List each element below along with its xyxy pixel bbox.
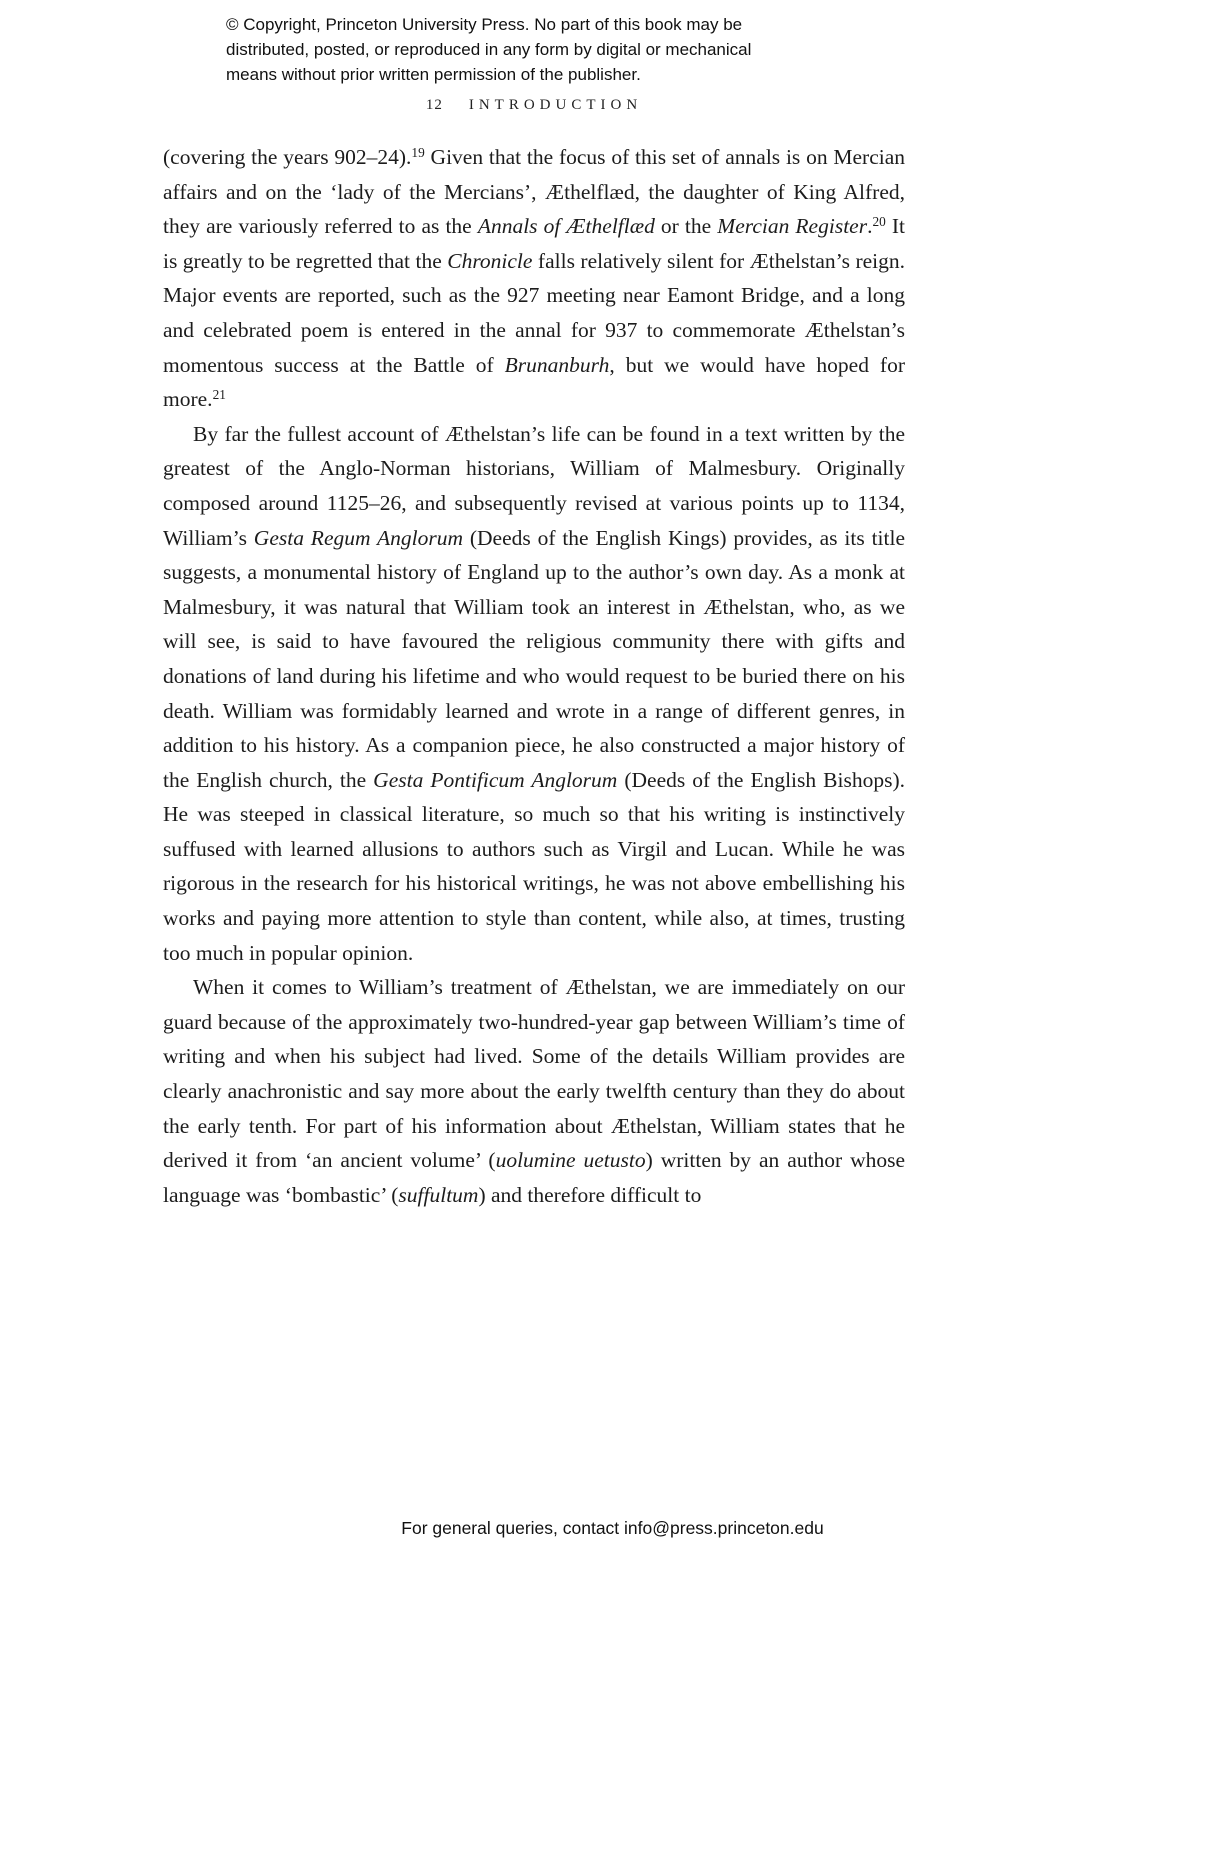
footnote-reference: 21	[212, 386, 226, 402]
copyright-line: distributed, posted, or reproduced in any form by digital or mechanical	[226, 40, 752, 59]
italic-text: Brunanburh	[504, 352, 610, 377]
body-text	[163, 140, 905, 1212]
italic-text: Annals of Æthelflæd	[477, 214, 655, 239]
text-run: ) and therefore difficult to	[478, 1182, 702, 1207]
text-run: (Deeds of the English Kings) provides, as its title suggests, a monumental history of England up to the author’s own day. As a monk at Malmesbury, it was natural that William took an interest in Æthelstan, who, as we will see, is said to have favoured the religious community there with gifts and donations of land during his lifetime and who would request to be buried there on his death. William was formidably learned and wrote in a range of different genres, in addition to his history. As a companion piece, he also constructed a major history of the English church, the	[163, 525, 906, 792]
italic-text: Gesta Regum Anglorum	[253, 525, 463, 550]
italic-text: Gesta Pontificum Anglorum	[373, 767, 618, 792]
page-number: 12	[425, 97, 443, 113]
text-run: (covering the years 902–24).	[163, 145, 412, 169]
running-head	[163, 97, 905, 114]
text-run: By far the fullest account of Æthelstan’s life can be found in a text written by the greatest of the Anglo-Norman historians, William of Malmesbury. Originally composed around 1125–26, and subsequently revised at various points up to 1134, William’s	[163, 421, 905, 550]
paragraph	[163, 140, 905, 417]
copyright-line: means without prior written permission of the publisher.	[226, 65, 641, 84]
footnote-reference: 19	[411, 144, 425, 160]
italic-text: uolumine uetusto	[495, 1148, 646, 1173]
paragraph	[163, 417, 905, 971]
text-run: ) written by an author whose language was ‘bombastic’ (	[163, 1148, 906, 1207]
running-head-title: INTRODUCTION	[468, 97, 643, 113]
paragraph	[163, 970, 905, 1212]
text-run: .	[867, 214, 873, 239]
copyright-line: © Copyright, Princeton University Press. No part of this book may be	[226, 15, 743, 34]
copyright-notice	[226, 12, 866, 87]
text-run: , but we would have hoped for more.	[163, 352, 905, 412]
text-run: falls relatively silent for Æthelstan’s reign. Major events are reported, such as the 927 meeting near Eamont Bridge, and a long and celebrated poem is entered in the annal for 937 to commemorate Æthelstan’s momentous success at the Battle of	[163, 248, 906, 377]
text-run: It is greatly to be regretted that the	[163, 214, 906, 273]
footnote-reference: 20	[872, 213, 886, 229]
text-run: When it comes to William’s treatment of Æthelstan, we are immediately on our guard because of the approximately two-hundred-year gap between William’s time of writing and when his subject had lived. Some of the details William provides are clearly anachronistic and say more about the early twelfth century than they do about the early tenth. For part of his information about Æthelstan, William states that he derived it from ‘an ancient volume’ (	[163, 975, 905, 1173]
italic-text: suffultum	[398, 1182, 479, 1207]
italic-text: Mercian Register	[717, 214, 868, 239]
italic-text: Chronicle	[447, 248, 533, 273]
text-run: Given that the focus of this set of annals is on Mercian affairs and on the ‘lady of the Mercians’, Æthelflæd, the daughter of King Alfred, they are variously referred to as the	[163, 145, 906, 239]
footer-contact: For general queries, contact info@press.princeton.edu	[401, 1518, 824, 1538]
text-run: or the	[654, 214, 718, 239]
text-run: (Deeds of the English Bishops). He was steeped in classical literature, so much so that his writing is instinctively suffused with learned allusions to authors such as Virgil and Lucan. While he was rigorous in the research for his historical writings, he was not above embellishing his works and paying more attention to style than content, while also, at times, trusting too much in popular opinion.	[163, 767, 905, 965]
